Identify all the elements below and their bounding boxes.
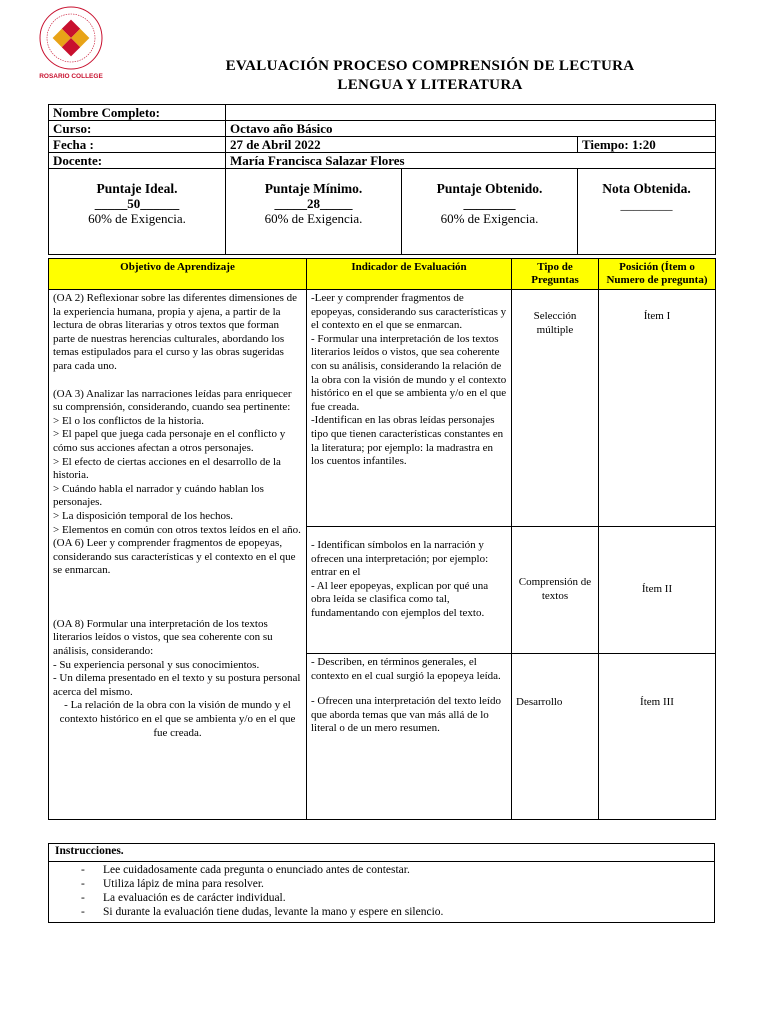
nota-obtenida-label: Nota Obtenida. [602, 181, 691, 196]
indicators-row-3 [307, 654, 512, 820]
docente-label: Docente: [49, 153, 226, 169]
score-minimo-value: _____28_____ [274, 196, 353, 211]
indicator-text: - Al leer epopeyas, explican por qué una obra leída se clasifica como tal, fundamentando con ejemplos del texto. [311, 579, 489, 619]
school-logo [30, 4, 112, 84]
oa2-text: (OA 2) Reflexionar sobre las diferentes dimensiones de la experiencia humana, propia y ajena, a partir de la lectura de obras literarias y otros textos que forman parte de nuestras herencias culturales, abordando los temas estipulados para el curso y las obras sugeridas para cada uno. [53, 292, 298, 372]
curso-label: Curso: [49, 121, 226, 137]
oa3-bullet: > Cuándo habla el narrador y cuándo hablan los personajes. [53, 482, 264, 509]
score-obtenido-value[interactable]: ________ [463, 196, 516, 211]
oa8-bullet: - Un dilema presentado en el texto y su postura personal acerca del mismo. [53, 672, 301, 698]
oa3-bullet: > El papel que juega cada personaje en el conflicto y cómo sus acciones afectan a otros personajes. [53, 428, 286, 454]
oa8-bullet: - La relación de la obra con la visión de mundo y el contexto histórico en el que se ambienta y/o en el que fue creada. [59, 699, 296, 739]
oa6-text: (OA 6) Leer y comprender fragmentos de epopeyas, considerando sus características y el contexto en el que se enmarcan. [53, 537, 296, 577]
tipo-row-1: Selección múltiple [512, 290, 599, 527]
score-minimo-exigencia: 60% de Exigencia. [264, 211, 363, 226]
nota-obtenida-blank[interactable]: ________ [620, 197, 673, 212]
logo-text: ROSARIO COLLEGE [39, 73, 103, 80]
oa8-text: (OA 8) Formular una interpretación de los textos literarios leídos o vistos, que sea coherente con su análisis, considerando: [53, 617, 273, 658]
posicion-row-3: Ítem III [599, 654, 716, 820]
tipo-row-3: Desarrollo [512, 654, 599, 820]
page-subtitle: LENGUA Y LITERATURA [337, 77, 523, 93]
indicator-text: - Ofrecen una interpretación del texto leído que aborda temas que van más allá de lo literal o de un mero resumen. [311, 695, 501, 735]
score-ideal-value: _____50______ [94, 196, 180, 211]
header-posicion: Posición (Ítem o Numero de pregunta) [599, 259, 716, 290]
page-title: EVALUACIÓN PROCESO COMPRENSIÓN DE LECTURA [225, 58, 635, 74]
fecha-value: 27 de Abril 2022 [226, 137, 578, 153]
posicion-row-2: Ítem II [599, 527, 716, 654]
score-minimo-label: Puntaje Mínimo. [264, 181, 363, 196]
instructions-table [48, 843, 715, 923]
score-obtenido-exigencia: 60% de Exigencia. [440, 211, 539, 226]
indicator-text: - Identifican símbolos en la narración y ofrecen una interpretación; por ejemplo: entrar en el [311, 539, 489, 579]
oa3-bullet: > El o los conflictos de la historia. [53, 414, 205, 427]
indicator-text: -Identifican en las obras leídas personajes tipo que tienen características constantes en la literatura; por ejemplo: la madrastra en los cuentos infantiles. [311, 414, 504, 468]
score-ideal [49, 169, 226, 255]
indicator-text: - Formular una interpretación de los textos literarios leídos o vistos, que sea coherente con su análisis, considerando la relación de la obra con la visión de mundo y el contexto histórico en el que se ambienta y/o en el que fue creada. [311, 332, 507, 413]
objectives-table [48, 258, 716, 820]
curso-value: Octavo año Básico [226, 121, 716, 137]
header-tipo: Tipo de Preguntas [512, 259, 599, 290]
nota-obtenida [578, 169, 716, 255]
score-minimo [226, 169, 402, 255]
instruction-item: - Lee cuidadosamente cada pregunta o enunciado antes de contestar. [81, 864, 410, 876]
info-table [48, 104, 716, 255]
indicator-text: -Leer y comprender fragmentos de epopeyas, considerando sus características y el contexto en el que se enmarcan. [311, 292, 507, 332]
instruction-item: - Si durante la evaluación tiene dudas, levante la mano y espere en silencio. [81, 906, 444, 918]
score-obtenido [402, 169, 578, 255]
header-objetivo: Objetivo de Aprendizaje [49, 259, 307, 290]
oa3-bullet: > Elementos en común con otros textos leídos en el año. [53, 523, 301, 536]
oa3-bullet: > El efecto de ciertas acciones en el desarrollo de la historia. [53, 455, 281, 482]
instructions-title: Instrucciones. [49, 844, 715, 862]
oa3-text: (OA 3) Analizar las narraciones leídas para enriquecer su comprensión, considerando, cuando sea pertinente: [53, 387, 292, 414]
docente-value: María Francisca Salazar Flores [226, 153, 716, 169]
instruction-item: - Utiliza lápiz de mina para resolver. [81, 878, 264, 890]
tiempo-value: Tiempo: 1:20 [578, 137, 716, 153]
fecha-label: Fecha : [49, 137, 226, 153]
indicators-row-2 [307, 527, 512, 654]
oa8-bullet: - Su experiencia personal y sus conocimientos. [53, 658, 260, 671]
instruction-item: - La evaluación es de carácter individual. [81, 892, 286, 904]
score-ideal-label: Puntaje Ideal. [96, 181, 178, 196]
indicator-text: - Describen, en términos generales, el contexto en el cual surgió la epopeya leída. [311, 656, 501, 682]
tipo-row-2: Comprensión de textos [512, 527, 599, 654]
oa3-bullet: > La disposición temporal de los hechos. [53, 509, 234, 522]
posicion-row-1: Ítem I [599, 290, 716, 527]
nombre-label: Nombre Completo: [49, 105, 226, 121]
objectives-cell [49, 290, 307, 820]
score-obtenido-label: Puntaje Obtenido. [436, 181, 543, 196]
header-indicador: Indicador de Evaluación [307, 259, 512, 290]
score-ideal-exigencia: 60% de Exigencia. [88, 211, 186, 226]
nombre-field[interactable] [226, 105, 716, 121]
indicators-row-1 [307, 290, 512, 527]
instructions-list [55, 863, 708, 919]
